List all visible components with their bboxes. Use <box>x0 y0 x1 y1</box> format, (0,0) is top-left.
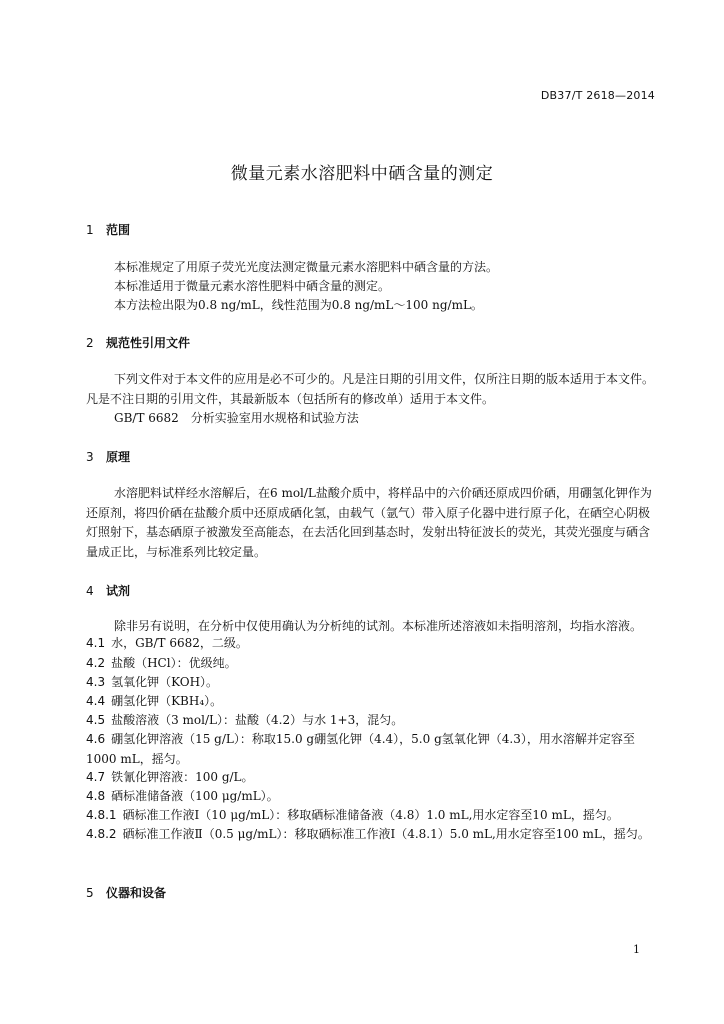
reagent-item <box>86 730 658 769</box>
reagent-item <box>86 711 658 731</box>
item-number: 4.8 <box>86 789 106 803</box>
item-text: 硼氢化钾（KBH₄）。 <box>111 694 223 708</box>
section-title: 原理 <box>106 450 131 464</box>
document-title: 微量元素水溶肥料中硒含量的测定 <box>230 164 494 184</box>
reagent-item <box>86 692 658 712</box>
reference-item: GB/T 6682 分析实验室用水规格和试验方法 <box>114 411 359 425</box>
item-number: 4.5 <box>86 713 106 727</box>
reagent-item <box>86 654 658 674</box>
item-number: 4.2 <box>86 656 106 670</box>
reagent-item <box>86 673 658 693</box>
section-title: 试剂 <box>106 584 131 598</box>
section-number: 3 <box>86 450 94 464</box>
section-title: 仪器和设备 <box>106 886 167 900</box>
section-number: 1 <box>86 223 94 237</box>
section-heading-normative-references <box>86 334 190 351</box>
item-number: 4.8.2 <box>86 827 117 841</box>
item-text: 铁氰化钾溶液：100 g/L。 <box>111 770 254 784</box>
reagent-item <box>86 825 658 845</box>
item-text: 硒标准储备液（100 μg/mL）。 <box>111 789 279 803</box>
reagent-item <box>86 787 658 807</box>
item-text: 盐酸溶液（3 mol/L）：盐酸（4.2）与水 1+3，混匀。 <box>111 713 404 727</box>
section-number: 5 <box>86 886 94 900</box>
scope-line-3: 本方法检出限为0.8 ng/mL，线性范围为0.8 ng/mL～100 ng/mL。 <box>114 298 483 312</box>
item-text: 硒标准工作液Ⅰ（10 μg/mL）：移取硒标准储备液（4.8）1.0 mL,用水定容至10 mL，摇匀。 <box>122 808 619 822</box>
reagent-item <box>86 806 658 826</box>
section-heading-scope <box>86 221 130 238</box>
reagents-intro: 除非另有说明，在分析中仅使用确认为分析纯的试剂。本标准所述溶液如未指明溶剂，均指水溶液。 <box>114 619 643 633</box>
page-number: 1 <box>633 943 640 956</box>
section-heading-principle <box>86 448 130 465</box>
item-number: 4.7 <box>86 770 106 784</box>
standard-number: DB37/T 2618—2014 <box>540 89 655 102</box>
item-number: 4.4 <box>86 694 106 708</box>
section-heading-reagents <box>86 582 130 599</box>
item-number: 4.3 <box>86 675 106 689</box>
section-title: 规范性引用文件 <box>106 336 191 350</box>
section-number: 4 <box>86 584 94 598</box>
item-text: 硒标准工作液Ⅱ（0.5 μg/mL）：移取硒标准工作液Ⅰ（4.8.1）5.0 mL,用水定容至100 mL，摇匀。 <box>122 827 650 841</box>
item-text: 硼氢化钾溶液（15 g/L）：称取15.0 g硼氢化钾（4.4），5.0 g氢氧化钾（4.3），用水溶解并定容至1000 mL，摇匀。 <box>86 732 635 766</box>
references-paragraph: 下列文件对于本文件的应用是必不可少的。凡是注日期的引用文件，仅所注日期的版本适用于本文件。凡是不注日期的引用文件，其最新版本（包括所有的修改单）适用于本文件。 <box>86 372 655 406</box>
scope-line-1: 本标准规定了用原子荧光光度法测定微量元素水溶肥料中硒含量的方法。 <box>114 260 499 274</box>
principle-paragraph: 水溶肥料试样经水溶解后，在6 mol/L盐酸介质中，将样品中的六价硒还原成四价硒，用硼氢化钾作为还原剂，将四价硒在盐酸介质中还原成硒化氢，由载气（氩气）带入原子化器中进行原子化，在硒空心阴极灯照射下，基态硒原子被激发至高能态，在去活化回到基态时，发射出特征波长的荧光，其荧光强度与硒含量成正比，与标准系列比较定量。 <box>86 486 652 559</box>
reagent-item <box>86 634 658 654</box>
section-number: 2 <box>86 336 94 350</box>
scope-line-2: 本标准适用于微量元素水溶性肥料中硒含量的测定。 <box>114 279 391 293</box>
reagent-item <box>86 768 658 788</box>
item-number: 4.6 <box>86 732 106 746</box>
item-text: 水，GB/T 6682，二级。 <box>111 636 248 650</box>
item-text: 氢氧化钾（KOH）。 <box>111 675 219 689</box>
item-text: 盐酸（HCl）：优级纯。 <box>111 656 237 670</box>
section-heading-instruments <box>86 884 166 901</box>
item-number: 4.1 <box>86 636 106 650</box>
item-number: 4.8.1 <box>86 808 117 822</box>
section-title: 范围 <box>106 223 131 237</box>
